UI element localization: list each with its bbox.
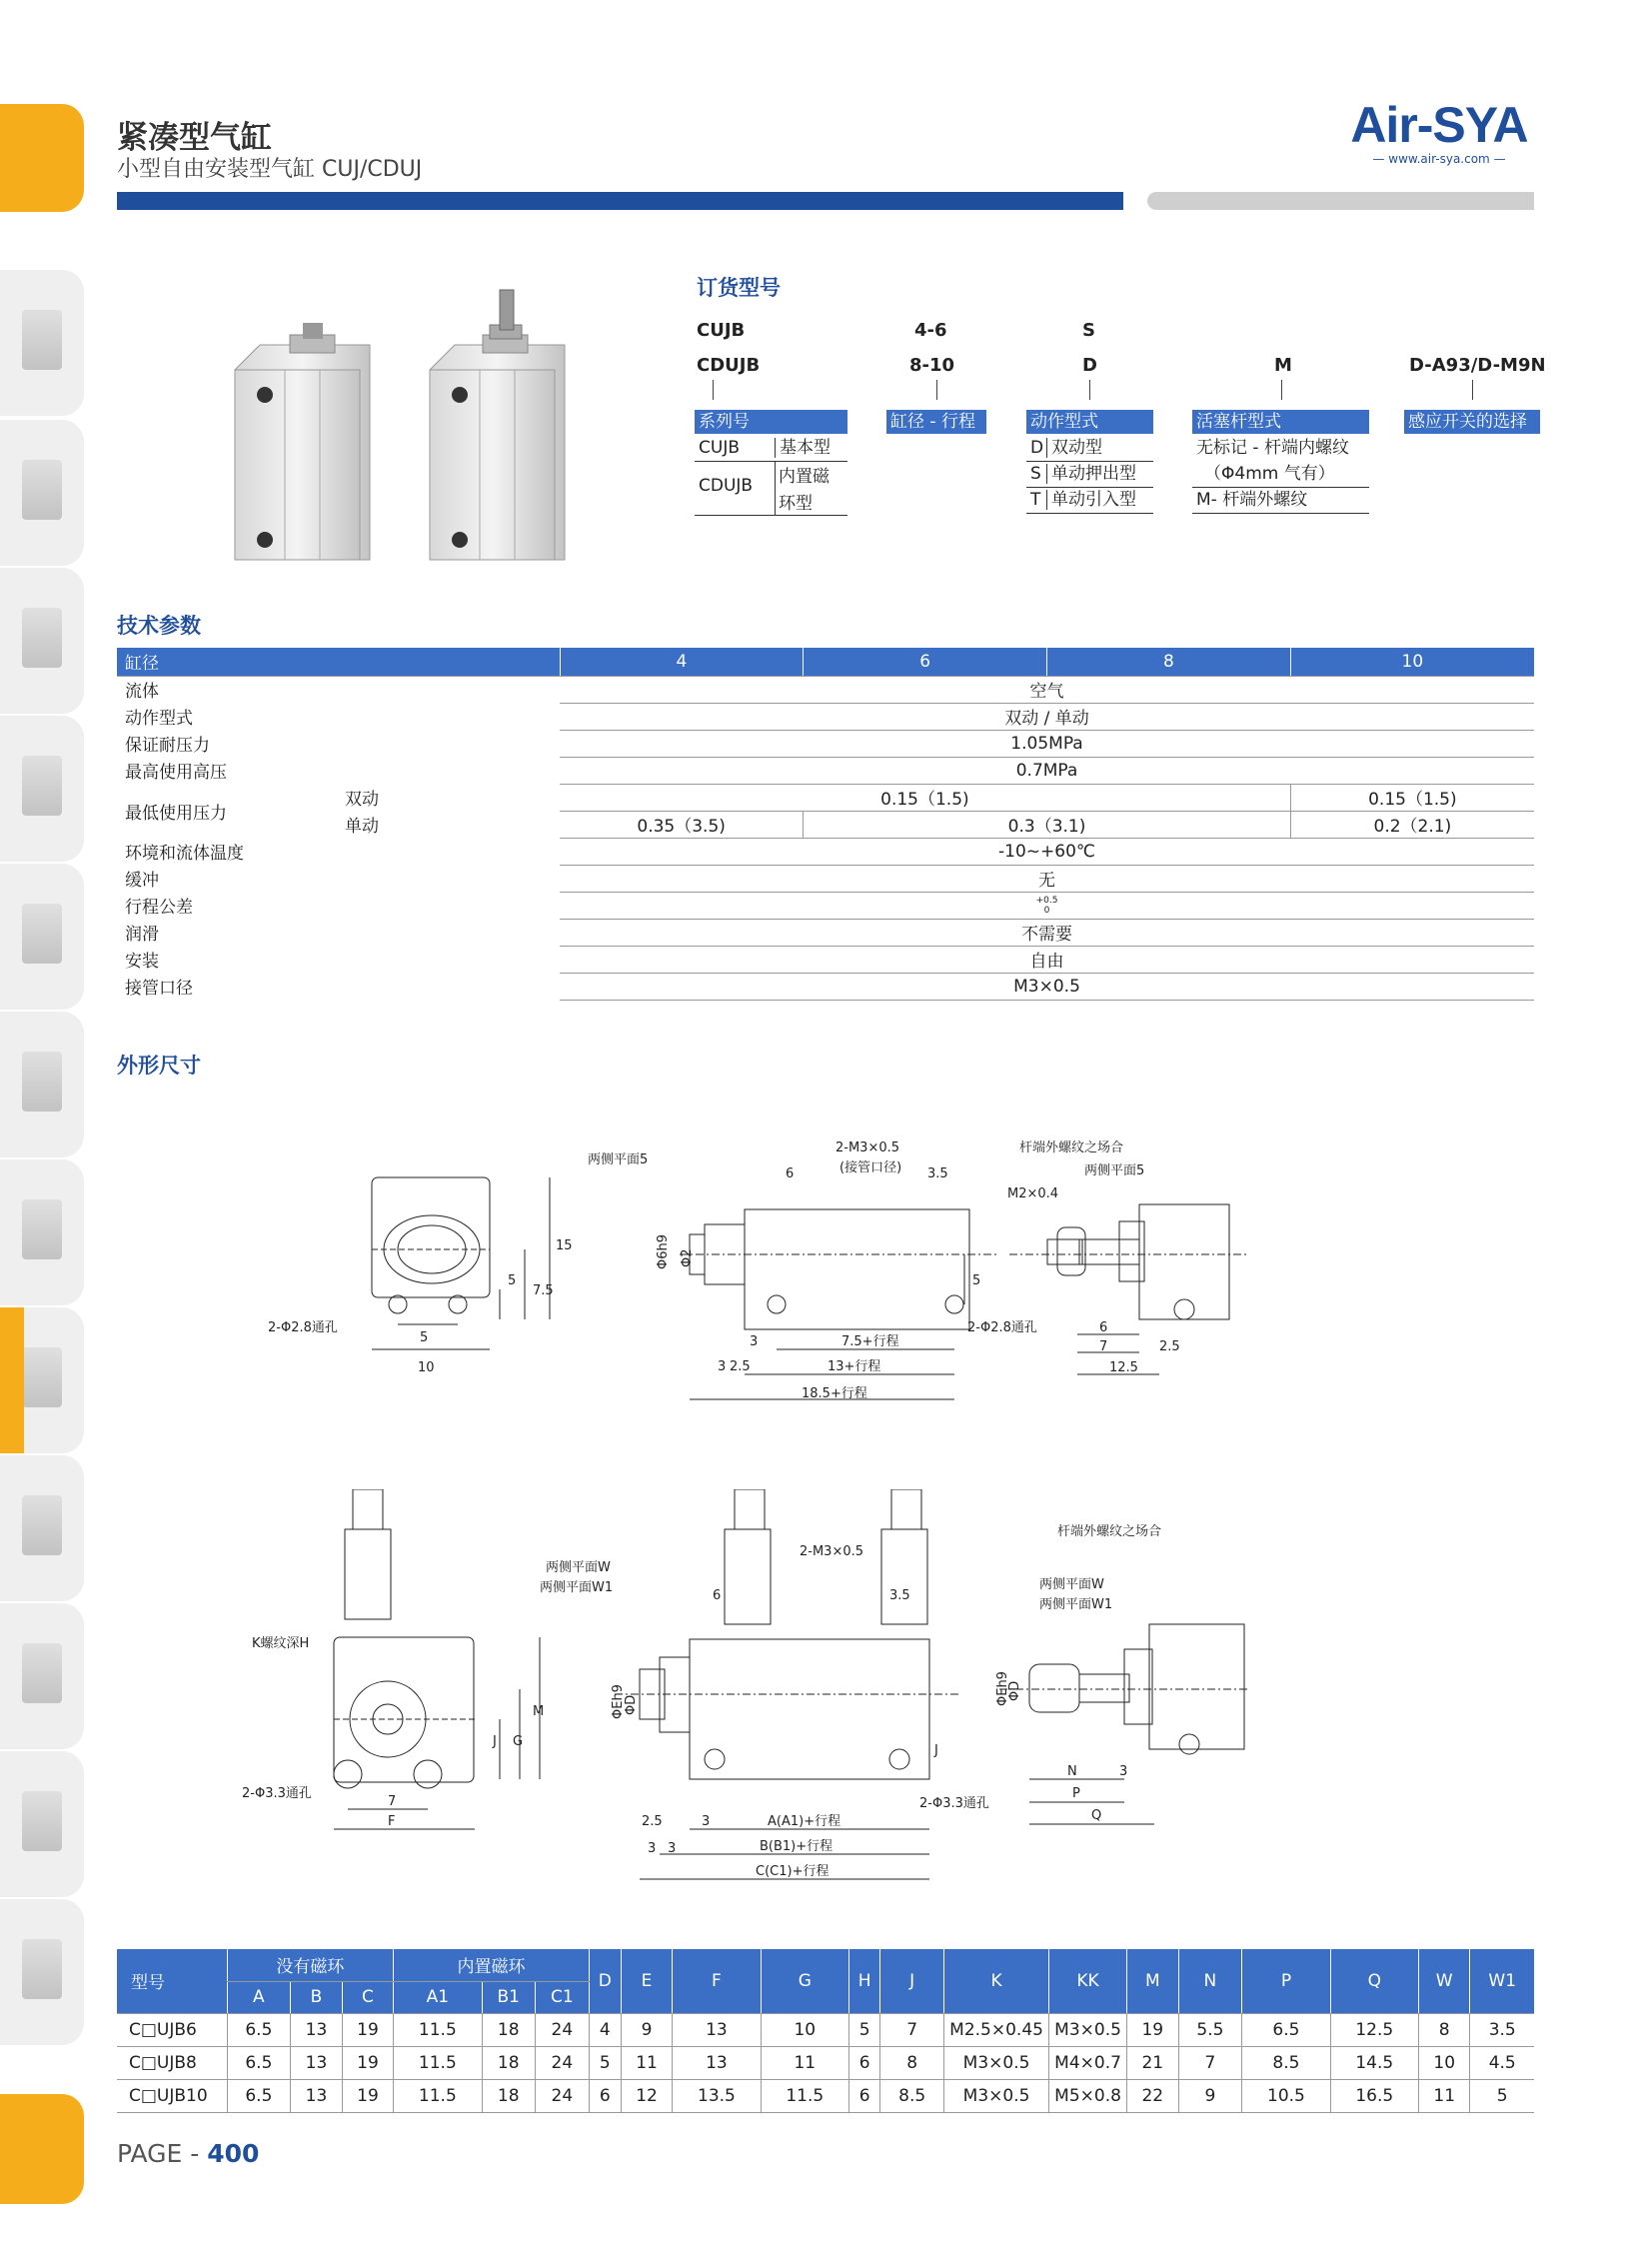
page-number: 400: [207, 2139, 260, 2168]
dim-header-cell: Q: [1330, 1949, 1418, 2013]
specs-row: 最高使用高压 0.7MPa: [117, 757, 1534, 784]
side-tab-7[interactable]: [0, 1159, 84, 1305]
code-action-2: D: [1082, 355, 1097, 376]
side-tab-1[interactable]: [0, 270, 84, 416]
rod-row: （Φ4mm 气有）: [1192, 462, 1369, 488]
table-cell: 12.5: [1330, 2013, 1418, 2046]
table-cell: 24: [535, 2079, 589, 2112]
table-cell: M5×0.8: [1049, 2079, 1127, 2112]
table-cell: 6.5: [1242, 2013, 1330, 2046]
table-row: [117, 2079, 1534, 2112]
table-cell: 11: [621, 2046, 672, 2079]
table-cell: 9: [1178, 2079, 1242, 2112]
table-cell: 12: [621, 2079, 672, 2112]
dim-subheader-cell: C: [342, 1981, 393, 2013]
label-hole33b: 2-Φ3.3通孔: [919, 1796, 989, 1811]
code-series-1: CUJB: [697, 320, 746, 341]
table-cell: 19: [342, 2046, 393, 2079]
table-cell: M2.5×0.45: [944, 2013, 1049, 2046]
label-pipe: (接管口径): [839, 1160, 902, 1175]
table-cell: 7: [880, 2013, 944, 2046]
specs-header-cell: 10: [1290, 648, 1534, 676]
specs-row: 动作型式 双动 / 单动: [117, 703, 1534, 730]
label-cF: F: [388, 1814, 396, 1829]
dim-header-cell: P: [1242, 1949, 1330, 2013]
side-tab-2[interactable]: [0, 420, 84, 566]
label-phi2: Φ2: [680, 1248, 695, 1267]
table-cell: 6: [848, 2079, 879, 2112]
label-rod-title: 杆端外螺纹之场合: [1019, 1140, 1124, 1155]
action-row: S 单动押出型: [1026, 462, 1153, 488]
table-cell: 10.5: [1242, 2079, 1330, 2112]
label-rN: N: [1067, 1764, 1077, 1779]
table-cell: C□UJB8: [117, 2046, 227, 2079]
side-tab-orange-bottom[interactable]: [0, 2094, 84, 2204]
table-cell: 5: [1470, 2079, 1534, 2112]
table-cell: 6.5: [227, 2079, 291, 2112]
drawing-bottom: [230, 1489, 1449, 1909]
label-s185: 18.5+行程: [802, 1386, 867, 1401]
table-cell: 24: [535, 2046, 589, 2079]
table-cell: 8.5: [1242, 2046, 1330, 2079]
page-footer: PAGE - 400: [117, 2139, 260, 2168]
label-fw10: 10: [418, 1360, 435, 1375]
dim-subheader-cell: A: [227, 1981, 291, 2013]
dim-header-cell: K: [944, 1949, 1049, 2013]
specs-row: 润滑 不需要: [117, 919, 1534, 946]
label-phiD: ΦD: [624, 1694, 639, 1715]
dim-header-cell: G: [761, 1949, 848, 2013]
table-cell: 8: [880, 2046, 944, 2079]
label-b3: 3: [702, 1814, 711, 1829]
specs-row: 保证耐压力 1.05MPa: [117, 730, 1534, 757]
action-row: T 单动引入型: [1026, 488, 1153, 514]
table-cell: M4×0.7: [1049, 2046, 1127, 2079]
label-s75: 7.5+行程: [841, 1334, 899, 1349]
table-cell: 11: [761, 2046, 848, 2079]
label-flatW1: 两侧平面W1: [540, 1580, 614, 1595]
label-cM: M: [533, 1704, 545, 1719]
code-rod: M: [1274, 355, 1292, 376]
dim-subheader-cell: B1: [482, 1981, 535, 2013]
header-blue-bar: [117, 192, 1123, 210]
dim-subheader-cell: C1: [535, 1981, 589, 2013]
label-d35: 3.5: [927, 1166, 948, 1181]
label-f5: 5: [508, 1273, 517, 1288]
side-tab-10[interactable]: [0, 1603, 84, 1749]
logo-text: Air-SYA: [1350, 97, 1528, 153]
front-view-2: [334, 1489, 540, 1829]
side-tab-11[interactable]: [0, 1751, 84, 1897]
ordering-title: 订货型号: [697, 276, 781, 300]
label-b35: 3.5: [889, 1588, 910, 1603]
label-r7: 7: [1099, 1339, 1108, 1354]
table-cell: 13: [673, 2046, 761, 2079]
code-action-1: S: [1082, 320, 1095, 341]
table-cell: 13: [673, 2013, 761, 2046]
series-row: CDUJB 内置磁 环型: [695, 462, 847, 516]
table-cell: 3.5: [1470, 2013, 1534, 2046]
table-cell: 11.5: [394, 2013, 482, 2046]
label-b: B(B1)+行程: [760, 1839, 833, 1854]
table-cell: 11.5: [761, 2079, 848, 2112]
product-thumb-icon: [22, 1495, 62, 1555]
table-cell: 5: [848, 2013, 879, 2046]
product-thumb-icon: [22, 1643, 62, 1703]
product-thumb-icon: [22, 1791, 62, 1851]
side-tab-12[interactable]: [0, 1899, 84, 2045]
specs-row: 单动 0.35（3.5) 0.3（3.1) 0.2（2.1): [117, 811, 1534, 838]
table-cell: 11.5: [394, 2079, 482, 2112]
tick: [1281, 380, 1282, 400]
dim-subheader-cell: A1: [394, 1981, 482, 2013]
table-cell: 6: [589, 2079, 621, 2112]
product-thumb-icon: [22, 608, 62, 668]
table-cell: 18: [482, 2046, 535, 2079]
product-thumb-icon: [22, 1199, 62, 1259]
table-cell: 24: [535, 2013, 589, 2046]
side-tab-orange-top[interactable]: [0, 104, 84, 212]
label-r125: 12.5: [1109, 1360, 1138, 1375]
table-cell: 4: [589, 2013, 621, 2046]
logo-url: — www.air-sya.com —: [1372, 152, 1506, 166]
tick: [1089, 380, 1090, 400]
series-row: CUJB 基本型: [695, 436, 847, 462]
dim-subheader-cell: B: [291, 1981, 342, 2013]
table-cell: 10: [761, 2013, 848, 2046]
label-flatW: 两侧平面W: [546, 1560, 611, 1575]
label-m3: 2-M3×0.5: [835, 1140, 900, 1155]
label-b6: 6: [713, 1588, 722, 1603]
dim-header-cell: W1: [1470, 1949, 1534, 2013]
dimensions-title: 外形尺寸: [117, 1054, 201, 1078]
dim-header-row: [117, 1949, 1534, 1981]
rod-row: M- 杆端外螺纹: [1192, 488, 1369, 514]
table-cell: 9: [621, 2013, 672, 2046]
label-r6: 6: [1099, 1320, 1108, 1335]
label-rD: ΦD: [1007, 1680, 1022, 1701]
specs-row: 缓冲 无: [117, 865, 1534, 892]
product-thumb-icon: [22, 1052, 62, 1112]
label-f75: 7.5: [533, 1283, 554, 1298]
table-cell: M3×0.5: [944, 2079, 1049, 2112]
table-cell: M3×0.5: [944, 2046, 1049, 2079]
specs-header-cell: 8: [1047, 648, 1291, 676]
label-flat5: 两侧平面5: [588, 1152, 649, 1167]
side-tab-9[interactable]: [0, 1455, 84, 1601]
label-r25: 2.5: [1159, 1339, 1180, 1354]
specs-header-row: [117, 648, 1534, 676]
table-cell: 5.5: [1178, 2013, 1242, 2046]
label-hole28b: 2-Φ2.8通孔: [967, 1320, 1037, 1335]
label-a: A(A1)+行程: [768, 1814, 841, 1829]
table-row: [117, 2046, 1534, 2079]
table-row: [117, 2013, 1534, 2046]
product-thumb-icon: [22, 904, 62, 964]
specs-title: 技术参数: [117, 614, 201, 638]
label-phi6h9: Φ6h9: [656, 1233, 671, 1269]
specs-row: 流体 空气: [117, 676, 1534, 703]
specs-header-cell: 缸径: [117, 648, 560, 676]
table-cell: 7: [1178, 2046, 1242, 2079]
code-series-2: CDUJB: [697, 355, 761, 376]
label-flatW2: 两侧平面W: [1039, 1577, 1104, 1592]
label-m3b: 2-M3×0.5: [800, 1544, 864, 1559]
side-tab-active[interactable]: [0, 1307, 24, 1453]
label-b25: 2.5: [642, 1814, 663, 1829]
label-rP: P: [1072, 1786, 1080, 1801]
table-cell: 11: [1418, 2079, 1469, 2112]
table-cell: 19: [342, 2013, 393, 2046]
table-cell: 13.5: [673, 2079, 761, 2112]
label-c: C(C1)+行程: [756, 1864, 829, 1879]
cylinder-left: [235, 323, 370, 560]
dim-header-cell: KK: [1049, 1949, 1127, 2013]
side-tab-3[interactable]: [0, 568, 84, 714]
product-thumb-icon: [22, 460, 62, 520]
specs-header-cell: 6: [804, 648, 1047, 676]
specs-row: 安装 自由: [117, 946, 1534, 973]
table-cell: 19: [1127, 2013, 1178, 2046]
table-cell: 13: [291, 2079, 342, 2112]
label-c7: 7: [388, 1794, 397, 1809]
label-fw5: 5: [420, 1330, 429, 1345]
label-rE: ΦEh9: [995, 1671, 1010, 1706]
dim-header-cell: J: [880, 1949, 944, 2013]
product-thumb-icon: [22, 310, 62, 370]
table-cell: 4.5: [1470, 2046, 1534, 2079]
label-rQ: Q: [1091, 1808, 1102, 1823]
label-hole33: 2-Φ3.3通孔: [242, 1786, 312, 1801]
side-tab-6[interactable]: [0, 1012, 84, 1157]
side-tab-5[interactable]: [0, 864, 84, 1010]
specs-row: 最低使用压力 双动 0.15（1.5) 0.15（1.5): [117, 784, 1534, 811]
code-switch: D-A93/D-M9N: [1409, 355, 1546, 376]
series-head: 系列号: [695, 410, 847, 434]
label-r5-side: 5: [972, 1273, 981, 1288]
bore-head: 缸径 - 行程: [886, 410, 986, 434]
dim-header-cell: 内置磁环: [394, 1949, 590, 1981]
drawing-top: [250, 1110, 1449, 1429]
header-gray-bar: [1147, 192, 1534, 210]
dim-header-cell: H: [848, 1949, 879, 2013]
specs-header-cell: 4: [560, 648, 804, 676]
dim-header-cell: M: [1127, 1949, 1178, 2013]
table-cell: M3×0.5: [1049, 2013, 1127, 2046]
front-view: [372, 1177, 550, 1349]
specs-row: 接管口径 M3×0.5: [117, 973, 1534, 1000]
table-cell: 21: [1127, 2046, 1178, 2079]
label-flat5b: 两侧平面5: [1084, 1163, 1145, 1178]
dim-header-cell: 型号: [117, 1949, 227, 2013]
label-cG: G: [513, 1734, 524, 1749]
rod-row: 无标记 - 杆端内螺纹: [1196, 438, 1349, 458]
specs-table: [117, 648, 1534, 1001]
tick: [936, 380, 937, 400]
dim-table-body: [117, 2013, 1534, 2112]
product-thumb-icon: [22, 1939, 62, 1999]
rod-head: 活塞杆型式: [1192, 410, 1369, 434]
code-bore-2: 8-10: [909, 355, 955, 376]
table-cell: 8: [1418, 2013, 1469, 2046]
tick: [1472, 380, 1473, 400]
table-cell: 18: [482, 2013, 535, 2046]
label-r3: 3: [1119, 1764, 1128, 1779]
table-cell: 16.5: [1330, 2079, 1418, 2112]
rod-end-view: [1009, 1204, 1249, 1374]
dim-header-cell: F: [673, 1949, 761, 2013]
product-thumb-icon: [22, 756, 62, 816]
label-s13: 13+行程: [827, 1359, 881, 1374]
rod-end-view-2: [999, 1624, 1249, 1824]
table-cell: 6.5: [227, 2013, 291, 2046]
page-title: 紧凑型气缸: [117, 120, 272, 156]
action-row: D 双动型: [1026, 436, 1153, 462]
label-bJ: J: [934, 1743, 938, 1758]
page-subtitle: 小型自由安装型气缸 CUJ/CDUJ: [117, 157, 423, 182]
table-cell: 14.5: [1330, 2046, 1418, 2079]
table-cell: 10: [1418, 2046, 1469, 2079]
dim-header-cell: N: [1178, 1949, 1242, 2013]
label-d6: 6: [786, 1166, 795, 1181]
switch-head: 感应开关的选择: [1404, 410, 1540, 434]
label-cJ: J: [493, 1734, 497, 1749]
product-thumb-icon: [22, 1347, 62, 1407]
label-d25: 2.5: [730, 1359, 751, 1374]
table-cell: 13: [291, 2013, 342, 2046]
product-photo: [225, 285, 585, 575]
brand-logo: [1339, 96, 1539, 166]
label-d3: 3: [750, 1334, 759, 1349]
label-kthread: K螺纹深H: [252, 1636, 310, 1651]
side-tab-4[interactable]: [0, 716, 84, 862]
dim-header-cell: 没有磁环: [227, 1949, 394, 1981]
label-b3c: 3: [668, 1841, 677, 1856]
dimension-table: [117, 1949, 1534, 2113]
table-cell: 18: [482, 2079, 535, 2112]
table-cell: C□UJB6: [117, 2013, 227, 2046]
dim-header-cell: W: [1418, 1949, 1469, 2013]
table-cell: 19: [342, 2079, 393, 2112]
label-flatW12: 两侧平面W1: [1039, 1597, 1113, 1612]
label-b3b: 3: [648, 1841, 657, 1856]
label-d3b: 3: [718, 1359, 727, 1374]
label-phiEh9: ΦEh9: [611, 1684, 626, 1719]
table-cell: C□UJB10: [117, 2079, 227, 2112]
dim-header-cell: E: [621, 1949, 672, 2013]
table-cell: 13: [291, 2046, 342, 2079]
dim-header-cell: D: [589, 1949, 621, 2013]
table-cell: 11.5: [394, 2046, 482, 2079]
table-cell: 5: [589, 2046, 621, 2079]
label-f15: 15: [556, 1238, 573, 1253]
specs-row: 行程公差 +0.5 0: [117, 892, 1534, 919]
label-hole28: 2-Φ2.8通孔: [268, 1320, 338, 1335]
action-head: 动作型式: [1026, 410, 1153, 434]
table-cell: 6.5: [227, 2046, 291, 2079]
code-bore-1: 4-6: [914, 320, 947, 341]
table-cell: 22: [1127, 2079, 1178, 2112]
label-rod-title-2: 杆端外螺纹之场合: [1057, 1524, 1162, 1539]
table-cell: 6: [848, 2046, 879, 2079]
specs-row: 环境和流体温度 -10~+60℃: [117, 838, 1534, 865]
label-m24: M2×0.4: [1007, 1186, 1059, 1201]
table-cell: 8.5: [880, 2079, 944, 2112]
tick: [713, 380, 714, 400]
cylinder-right: [430, 290, 565, 560]
